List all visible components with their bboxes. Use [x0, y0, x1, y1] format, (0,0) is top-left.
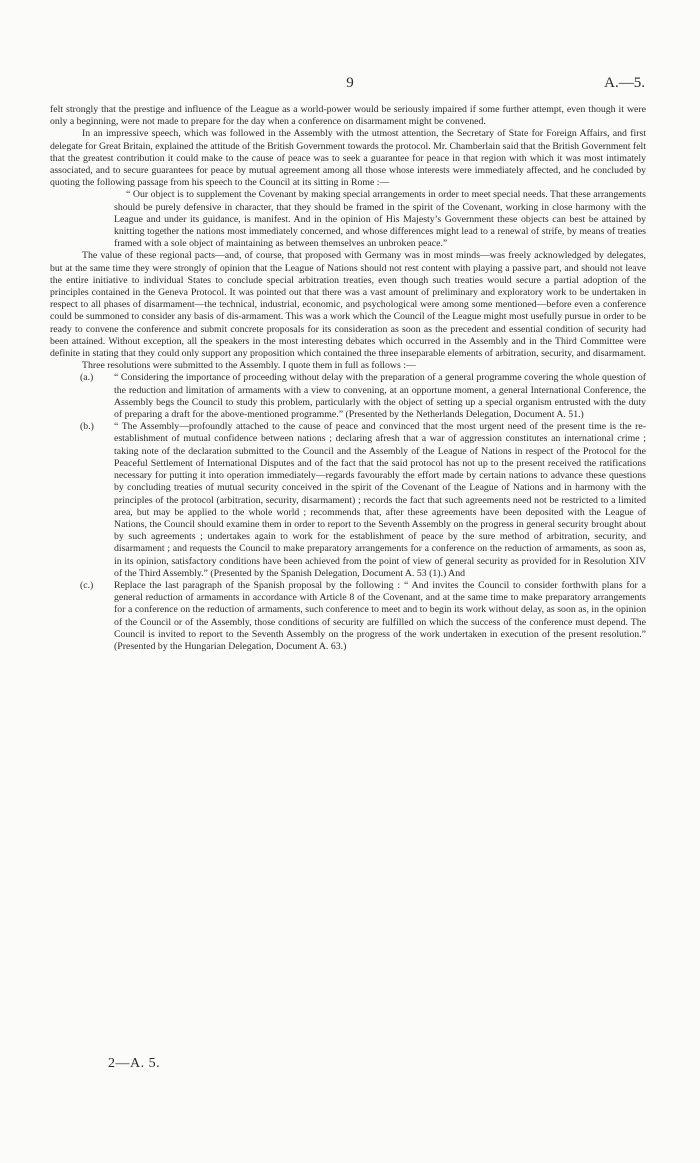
block-quote-rome: “ Our object is to supplement the Covenant by making special arrangements in order to meet special needs. That these arrangements should be purely defensive in character, that they should be framed in the spirit of the Covenant, working in close harmony with the League and under its guidance, is manifest. And in the opinion of His Majesty’s Government these objects can best be attained by knitting together the nations most immediately concerned, and whose differences might lead to a renewal of strife, by means of treaties framed with a sole object of maintaining as between themselves an unbroken peace.” [114, 189, 646, 250]
body-text [50, 104, 646, 653]
paragraph-chamberlain-speech: In an impressive speech, which was followed in the Assembly with the utmost attention, the Secretary of State for Foreign Affairs, and first delegate for Great Britain, explained the attitude of the British Government towards the protocol. Mr. Chamberlain said that the British Government felt that the greatest contribution it could make to the cause of peace was to seek a guarantee for peace in that region with which it was most intimately associated, and to secure guarantees for peace by mutual agreement among all those whose interests were immediately affected, and he concluded by quoting the following passage from his speech to the Council at its sitting in Rome :— [50, 128, 646, 189]
resolution-c-text: Replace the last paragraph of the Spanish proposal by the following : “ And invites the Council to consider forthwith plans for a general reduction of armaments in accordance with Article 8 of the Covenant, and at the same time to make preparatory arrangements for a conference on the reduction of armaments, such conference to meet and to begin its work without delay, as soon as, in the opinion of the Council or of the Assembly, those conditions of security are fulfilled on which the success of the conference must depend. The Council is invited to report to the Seventh Assembly on the progress of the work undertaken in execution of the present resolution.” (Presented by the Hungarian Delegation, Document A. 63.) [114, 579, 646, 652]
document-reference: A.—5. [604, 75, 645, 91]
resolution-c [50, 580, 646, 653]
paragraph-resolutions-intro: Three resolutions were submitted to the Assembly. I quote them in full as follows :— [82, 360, 416, 372]
page-number: 9 [346, 75, 354, 91]
resolution-a [50, 372, 646, 421]
resolution-b-text: “ The Assembly—profoundly attached to the cause of peace and convinced that the most urgent need of the present time is the re-establishment of mutual confidence between nations ; declaring afresh that a war of aggression constitutes an international crime ; taking note of the declaration submitted to the Council and the Assembly of the League of Nations in respect of the Protocol for the Peaceful Settlement of International Disputes and of the fact that the said protocol has not up to the present received the ratifications necessary for putting it into operation immediately—regards favourably the effort made by certain nations to advance these questions by concluding treaties of mutual security conceived in the spirit of the Covenant of the League of Nations and in harmony with the principles of the protocol (arbitration, security, disarmament) ; records the fact that such agreements need not be restricted to a limited area, but may be applied to the whole world ; recommends that, after these agreements have been deposited with the League of Nations, the Council should examine them in order to report to the Seventh Assembly on the progress in general security brought about by such agreements ; undertakes again to work for the establishment of peace by the sure method of arbitration, security, and disarmament ; and requests the Council to make preparatory arrangements for a conference on the reduction of armaments, as soon as, in its opinion, satisfactory conditions have been achieved from the point of view of general security as provided for in Resolution XIV of the Third Assembly.” (Presented by the Spanish Delegation, Document A. 53 (1).) And [114, 421, 646, 579]
paragraph-regional-pacts: The value of these regional pacts—and, of course, that proposed with Germany was in most minds—was freely acknowledged by delegates, but at the same time they were strongly of opinion that the League of Nations should not rest content with playing a passive part, and should not leave the entire initiative to individual States to conclude special arbitration treaties, even though such treaties would secure a partial adoption of the principles contained in the Geneva Protocol. It was pointed out that there was a vast amount of preliminary and exploratory work to be undertaken in respect to all phases of disarmament—the technical, industrial, economic, and psychological were among some mentioned—before even a conference could be summoned to consider any basis of dis-armament. This was a work which the Council of the League might most usefully pursue in order to be ready to convene the conference and submit concrete proposals for its consideration as soon as the precedent and essential condition of security had been attained. Without exception, all the speakers in the most interesting debates which occurred in the Assembly and in the Third Committee were definite in stating that they could only support any proposition which contained the three inseparable elements of arbitration, security, and disarmament. [50, 250, 646, 360]
resolution-b [50, 421, 646, 580]
resolution-a-mark: (a.) [80, 372, 94, 384]
resolution-c-mark: (c.) [80, 579, 94, 591]
signature-mark: 2—A. 5. [108, 1056, 161, 1071]
paragraph-continuation: felt strongly that the prestige and influence of the League as a world-power would be seriously impaired if some further attempt, even though it were only a beginning, were not made to prepare for the day when a conference on disarmament might be convened. [50, 104, 646, 128]
resolution-b-mark: (b.) [80, 421, 94, 433]
resolution-a-text: “ Considering the importance of proceeding without delay with the preparation of a general programme covering the whole question of the reduction and limitation of armaments with a view to convening, at an opportune moment, a general International Conference, the Assembly begs the Council to study this problem, particularly with the object of setting up a special organism entrusted with the duty of preparing a draft for the above-mentioned programme.” (Presented by the Netherlands Delegation, Document A. 51.) [114, 372, 646, 421]
